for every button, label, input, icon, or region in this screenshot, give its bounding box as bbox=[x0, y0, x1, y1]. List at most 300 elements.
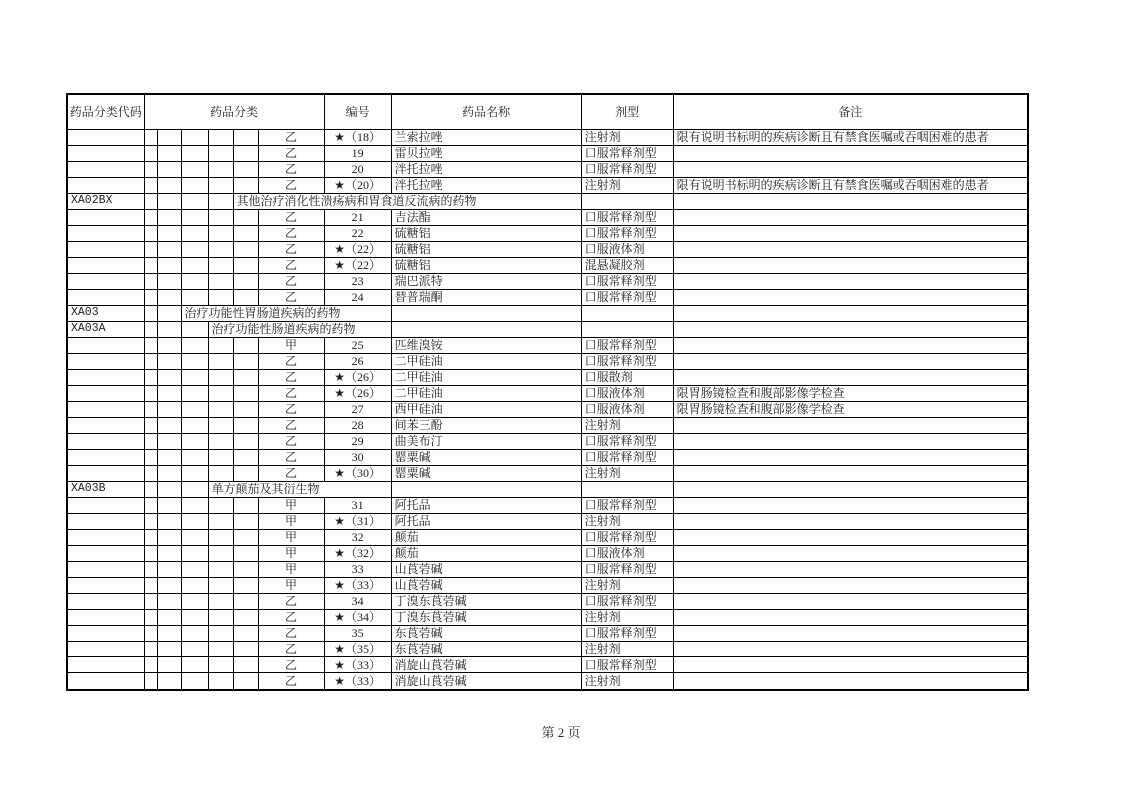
empty-cell bbox=[181, 465, 208, 481]
code-cell bbox=[67, 641, 144, 657]
drug-number-cell: 23 bbox=[324, 273, 391, 289]
empty-cell bbox=[157, 289, 181, 305]
empty-cell bbox=[208, 561, 233, 577]
dosage-cell: 口服液体剂 bbox=[581, 545, 673, 561]
empty-cell bbox=[233, 145, 258, 161]
drug-class-cell: 甲 bbox=[258, 561, 324, 577]
empty-cell bbox=[391, 481, 581, 497]
drug-name-cell: 丁溴东莨菪碱 bbox=[391, 609, 581, 625]
empty-cell bbox=[181, 497, 208, 513]
empty-cell bbox=[157, 145, 181, 161]
code-cell bbox=[67, 545, 144, 561]
empty-cell bbox=[208, 177, 233, 193]
dosage-cell: 注射剂 bbox=[581, 417, 673, 433]
drug-number-cell: 19 bbox=[324, 145, 391, 161]
dosage-cell: 混悬凝胶剂 bbox=[581, 257, 673, 273]
category-label-cell: 治疗功能性肠道疾病的药物 bbox=[208, 321, 391, 337]
empty-cell bbox=[157, 481, 181, 497]
code-cell bbox=[67, 209, 144, 225]
note-cell bbox=[673, 369, 1028, 385]
note-cell bbox=[673, 657, 1028, 673]
note-cell bbox=[673, 273, 1028, 289]
dosage-cell: 口服常释剂型 bbox=[581, 657, 673, 673]
empty-cell bbox=[208, 545, 233, 561]
drug-class-cell: 乙 bbox=[258, 161, 324, 177]
drug-number-cell: 28 bbox=[324, 417, 391, 433]
code-cell bbox=[67, 497, 144, 513]
drug-class-cell: 乙 bbox=[258, 401, 324, 417]
empty-cell bbox=[208, 385, 233, 401]
drug-row bbox=[67, 145, 1028, 161]
header-number: 编号 bbox=[324, 94, 391, 130]
empty-cell bbox=[144, 193, 157, 209]
drug-class-cell: 乙 bbox=[258, 289, 324, 305]
empty-cell bbox=[233, 593, 258, 609]
empty-cell bbox=[208, 497, 233, 513]
note-cell bbox=[673, 225, 1028, 241]
code-cell bbox=[67, 161, 144, 177]
drug-row bbox=[67, 209, 1028, 225]
drug-name-cell: 东莨菪碱 bbox=[391, 641, 581, 657]
header-note: 备注 bbox=[673, 94, 1028, 130]
drug-number-cell: 22 bbox=[324, 225, 391, 241]
dosage-cell: 口服常释剂型 bbox=[581, 625, 673, 641]
empty-cell bbox=[233, 177, 258, 193]
empty-cell bbox=[581, 305, 673, 321]
empty-cell bbox=[181, 545, 208, 561]
note-cell bbox=[673, 577, 1028, 593]
drug-name-cell: 硫糖铝 bbox=[391, 225, 581, 241]
dosage-cell: 口服散剂 bbox=[581, 369, 673, 385]
empty-cell bbox=[233, 257, 258, 273]
empty-cell bbox=[181, 593, 208, 609]
dosage-cell: 口服常释剂型 bbox=[581, 289, 673, 305]
drug-number-cell: 21 bbox=[324, 209, 391, 225]
drug-name-cell: 泮托拉唑 bbox=[391, 161, 581, 177]
drug-class-cell: 乙 bbox=[258, 273, 324, 289]
code-cell bbox=[67, 257, 144, 273]
empty-cell bbox=[581, 321, 673, 337]
category-code-cell: XA03B bbox=[67, 481, 144, 497]
drug-number-cell: ★（22） bbox=[324, 257, 391, 273]
empty-cell bbox=[208, 417, 233, 433]
empty-cell bbox=[157, 353, 181, 369]
empty-cell bbox=[144, 609, 157, 625]
drug-row bbox=[67, 401, 1028, 417]
drug-row bbox=[67, 241, 1028, 257]
drug-row bbox=[67, 177, 1028, 193]
category-label-cell: 治疗功能性胃肠道疾病的药物 bbox=[181, 305, 391, 321]
empty-cell bbox=[157, 193, 181, 209]
drug-class-cell: 乙 bbox=[258, 641, 324, 657]
empty-cell bbox=[144, 209, 157, 225]
empty-cell bbox=[157, 497, 181, 513]
empty-cell bbox=[157, 657, 181, 673]
drug-number-cell: ★（22） bbox=[324, 241, 391, 257]
drug-row bbox=[67, 257, 1028, 273]
drug-class-cell: 乙 bbox=[258, 130, 324, 146]
note-cell bbox=[673, 337, 1028, 353]
dosage-cell: 口服常释剂型 bbox=[581, 529, 673, 545]
drug-number-cell: 33 bbox=[324, 561, 391, 577]
dosage-cell: 口服常释剂型 bbox=[581, 209, 673, 225]
empty-cell bbox=[208, 529, 233, 545]
code-cell bbox=[67, 177, 144, 193]
empty-cell bbox=[144, 657, 157, 673]
dosage-cell: 口服液体剂 bbox=[581, 401, 673, 417]
drug-name-cell: 硫糖铝 bbox=[391, 241, 581, 257]
drug-row bbox=[67, 289, 1028, 305]
empty-cell bbox=[673, 193, 1028, 209]
empty-cell bbox=[233, 130, 258, 146]
empty-cell bbox=[233, 561, 258, 577]
empty-cell bbox=[233, 209, 258, 225]
note-cell: 限胃肠镜检查和腹部影像学检查 bbox=[673, 401, 1028, 417]
drug-row bbox=[67, 657, 1028, 673]
drug-number-cell: 26 bbox=[324, 353, 391, 369]
empty-cell bbox=[157, 241, 181, 257]
note-cell bbox=[673, 513, 1028, 529]
drug-class-cell: 乙 bbox=[258, 417, 324, 433]
empty-cell bbox=[144, 497, 157, 513]
code-cell bbox=[67, 289, 144, 305]
drug-name-cell: 罂粟碱 bbox=[391, 449, 581, 465]
empty-cell bbox=[181, 161, 208, 177]
drug-class-cell: 乙 bbox=[258, 433, 324, 449]
drug-name-cell: 匹维溴铵 bbox=[391, 337, 581, 353]
empty-cell bbox=[233, 289, 258, 305]
code-cell bbox=[67, 465, 144, 481]
empty-cell bbox=[144, 337, 157, 353]
empty-cell bbox=[144, 385, 157, 401]
empty-cell bbox=[181, 401, 208, 417]
empty-cell bbox=[673, 305, 1028, 321]
drug-number-cell: ★（30） bbox=[324, 465, 391, 481]
drug-class-cell: 乙 bbox=[258, 145, 324, 161]
drug-row bbox=[67, 577, 1028, 593]
note-cell bbox=[673, 241, 1028, 257]
category-code-cell: XA02BX bbox=[67, 193, 144, 209]
drug-row bbox=[67, 513, 1028, 529]
note-cell bbox=[673, 289, 1028, 305]
empty-cell bbox=[233, 353, 258, 369]
empty-cell bbox=[181, 641, 208, 657]
empty-cell bbox=[208, 513, 233, 529]
empty-cell bbox=[144, 641, 157, 657]
code-cell bbox=[67, 130, 144, 146]
empty-cell bbox=[208, 625, 233, 641]
empty-cell bbox=[233, 161, 258, 177]
drug-number-cell: ★（32） bbox=[324, 545, 391, 561]
drug-class-cell: 乙 bbox=[258, 385, 324, 401]
category-code-cell: XA03 bbox=[67, 305, 144, 321]
drug-number-cell: 35 bbox=[324, 625, 391, 641]
code-cell bbox=[67, 609, 144, 625]
drug-name-cell: 消旋山莨菪碱 bbox=[391, 657, 581, 673]
drug-class-cell: 乙 bbox=[258, 369, 324, 385]
drug-number-cell: 31 bbox=[324, 497, 391, 513]
empty-cell bbox=[181, 385, 208, 401]
empty-cell bbox=[181, 225, 208, 241]
code-cell bbox=[67, 273, 144, 289]
drug-number-cell: 30 bbox=[324, 449, 391, 465]
note-cell bbox=[673, 465, 1028, 481]
empty-cell bbox=[208, 289, 233, 305]
code-cell bbox=[67, 657, 144, 673]
dosage-cell: 注射剂 bbox=[581, 130, 673, 146]
drug-name-cell: 阿托品 bbox=[391, 513, 581, 529]
empty-cell bbox=[181, 561, 208, 577]
empty-cell bbox=[181, 657, 208, 673]
drug-row bbox=[67, 673, 1028, 690]
empty-cell bbox=[208, 337, 233, 353]
table-header bbox=[67, 94, 1028, 130]
empty-cell bbox=[208, 257, 233, 273]
drug-class-cell: 乙 bbox=[258, 609, 324, 625]
code-cell bbox=[67, 385, 144, 401]
empty-cell bbox=[144, 161, 157, 177]
empty-cell bbox=[208, 657, 233, 673]
empty-cell bbox=[157, 593, 181, 609]
dosage-cell: 口服液体剂 bbox=[581, 385, 673, 401]
empty-cell bbox=[233, 449, 258, 465]
drug-class-cell: 乙 bbox=[258, 257, 324, 273]
empty-cell bbox=[157, 641, 181, 657]
empty-cell bbox=[157, 545, 181, 561]
dosage-cell: 注射剂 bbox=[581, 465, 673, 481]
empty-cell bbox=[208, 449, 233, 465]
empty-cell bbox=[144, 625, 157, 641]
empty-cell bbox=[208, 641, 233, 657]
drug-name-cell: 颠茄 bbox=[391, 529, 581, 545]
category-row bbox=[67, 481, 1028, 497]
empty-cell bbox=[157, 625, 181, 641]
drug-name-cell: 硫糖铝 bbox=[391, 257, 581, 273]
drug-row bbox=[67, 161, 1028, 177]
empty-cell bbox=[144, 321, 157, 337]
empty-cell bbox=[233, 497, 258, 513]
category-row bbox=[67, 305, 1028, 321]
category-label-cell: 其他治疗消化性溃疡病和胃食道反流病的药物 bbox=[233, 193, 581, 209]
drug-row bbox=[67, 369, 1028, 385]
dosage-cell: 口服常释剂型 bbox=[581, 353, 673, 369]
empty-cell bbox=[144, 449, 157, 465]
drug-number-cell: ★（26） bbox=[324, 385, 391, 401]
code-cell bbox=[67, 401, 144, 417]
empty-cell bbox=[181, 321, 208, 337]
drug-row bbox=[67, 273, 1028, 289]
drug-row bbox=[67, 625, 1028, 641]
empty-cell bbox=[208, 465, 233, 481]
empty-cell bbox=[157, 225, 181, 241]
empty-cell bbox=[208, 401, 233, 417]
note-cell bbox=[673, 545, 1028, 561]
drug-name-cell: 兰索拉唑 bbox=[391, 130, 581, 146]
dosage-cell: 口服常释剂型 bbox=[581, 433, 673, 449]
empty-cell bbox=[181, 337, 208, 353]
empty-cell bbox=[181, 481, 208, 497]
dosage-cell: 注射剂 bbox=[581, 513, 673, 529]
empty-cell bbox=[233, 433, 258, 449]
drug-name-cell: 曲美布汀 bbox=[391, 433, 581, 449]
empty-cell bbox=[233, 673, 258, 690]
empty-cell bbox=[181, 289, 208, 305]
empty-cell bbox=[233, 609, 258, 625]
drug-class-cell: 甲 bbox=[258, 577, 324, 593]
drug-row bbox=[67, 609, 1028, 625]
empty-cell bbox=[181, 417, 208, 433]
drug-name-cell: 山莨菪碱 bbox=[391, 577, 581, 593]
dosage-cell: 口服常释剂型 bbox=[581, 561, 673, 577]
empty-cell bbox=[208, 145, 233, 161]
empty-cell bbox=[181, 257, 208, 273]
drug-number-cell: ★（33） bbox=[324, 673, 391, 690]
code-cell bbox=[67, 337, 144, 353]
code-cell bbox=[67, 241, 144, 257]
empty-cell bbox=[208, 353, 233, 369]
drug-name-cell: 颠茄 bbox=[391, 545, 581, 561]
drug-number-cell: 29 bbox=[324, 433, 391, 449]
drug-number-cell: ★（26） bbox=[324, 369, 391, 385]
drug-row bbox=[67, 465, 1028, 481]
empty-cell bbox=[157, 401, 181, 417]
drug-class-cell: 乙 bbox=[258, 625, 324, 641]
note-cell: 限胃肠镜检查和腹部影像学检查 bbox=[673, 385, 1028, 401]
empty-cell bbox=[157, 130, 181, 146]
drug-number-cell: ★（35） bbox=[324, 641, 391, 657]
drug-name-cell: 二甲硅油 bbox=[391, 385, 581, 401]
empty-cell bbox=[208, 161, 233, 177]
drug-row bbox=[67, 337, 1028, 353]
empty-cell bbox=[233, 401, 258, 417]
empty-cell bbox=[144, 257, 157, 273]
empty-cell bbox=[208, 241, 233, 257]
empty-cell bbox=[144, 577, 157, 593]
empty-cell bbox=[208, 225, 233, 241]
code-cell bbox=[67, 561, 144, 577]
drug-name-cell: 消旋山莨菪碱 bbox=[391, 673, 581, 690]
drug-row bbox=[67, 353, 1028, 369]
empty-cell bbox=[144, 529, 157, 545]
empty-cell bbox=[144, 225, 157, 241]
empty-cell bbox=[208, 273, 233, 289]
empty-cell bbox=[157, 385, 181, 401]
drug-row bbox=[67, 545, 1028, 561]
page-number: 第 2 页 bbox=[541, 725, 581, 740]
code-cell bbox=[67, 225, 144, 241]
empty-cell bbox=[233, 529, 258, 545]
code-cell bbox=[67, 625, 144, 641]
empty-cell bbox=[144, 177, 157, 193]
empty-cell bbox=[144, 401, 157, 417]
empty-cell bbox=[157, 209, 181, 225]
drug-class-cell: 甲 bbox=[258, 529, 324, 545]
drug-class-cell: 乙 bbox=[258, 353, 324, 369]
note-cell bbox=[673, 497, 1028, 513]
empty-cell bbox=[233, 513, 258, 529]
drug-row bbox=[67, 593, 1028, 609]
empty-cell bbox=[157, 529, 181, 545]
drug-class-cell: 乙 bbox=[258, 177, 324, 193]
empty-cell bbox=[144, 561, 157, 577]
empty-cell bbox=[233, 241, 258, 257]
empty-cell bbox=[144, 481, 157, 497]
drug-class-cell: 乙 bbox=[258, 593, 324, 609]
drug-row bbox=[67, 529, 1028, 545]
empty-cell bbox=[157, 513, 181, 529]
drug-number-cell: 25 bbox=[324, 337, 391, 353]
category-label-cell: 单方颠茄及其衍生物 bbox=[208, 481, 391, 497]
drug-class-cell: 甲 bbox=[258, 337, 324, 353]
drug-row bbox=[67, 449, 1028, 465]
empty-cell bbox=[144, 241, 157, 257]
code-cell bbox=[67, 369, 144, 385]
drug-row bbox=[67, 561, 1028, 577]
drug-number-cell: 24 bbox=[324, 289, 391, 305]
dosage-cell: 口服常释剂型 bbox=[581, 497, 673, 513]
empty-cell bbox=[673, 321, 1028, 337]
drug-row bbox=[67, 225, 1028, 241]
dosage-cell: 口服常释剂型 bbox=[581, 337, 673, 353]
empty-cell bbox=[233, 273, 258, 289]
dosage-cell: 口服常释剂型 bbox=[581, 449, 673, 465]
drug-number-cell: ★（31） bbox=[324, 513, 391, 529]
drug-class-cell: 乙 bbox=[258, 241, 324, 257]
empty-cell bbox=[181, 209, 208, 225]
empty-cell bbox=[181, 130, 208, 146]
empty-cell bbox=[208, 369, 233, 385]
drug-name-cell: 替普瑞酮 bbox=[391, 289, 581, 305]
empty-cell bbox=[157, 561, 181, 577]
empty-cell bbox=[157, 273, 181, 289]
empty-cell bbox=[208, 673, 233, 690]
empty-cell bbox=[157, 417, 181, 433]
drug-number-cell: 27 bbox=[324, 401, 391, 417]
drug-name-cell: 东莨菪碱 bbox=[391, 625, 581, 641]
empty-cell bbox=[181, 193, 208, 209]
empty-cell bbox=[144, 305, 157, 321]
drug-name-cell: 阿托品 bbox=[391, 497, 581, 513]
empty-cell bbox=[157, 257, 181, 273]
drug-class-cell: 乙 bbox=[258, 657, 324, 673]
empty-cell bbox=[144, 289, 157, 305]
empty-cell bbox=[157, 177, 181, 193]
empty-cell bbox=[233, 417, 258, 433]
drug-number-cell: ★（34） bbox=[324, 609, 391, 625]
empty-cell bbox=[181, 529, 208, 545]
dosage-cell: 口服常释剂型 bbox=[581, 225, 673, 241]
code-cell bbox=[67, 577, 144, 593]
empty-cell bbox=[144, 273, 157, 289]
empty-cell bbox=[181, 513, 208, 529]
empty-cell bbox=[233, 465, 258, 481]
empty-cell bbox=[181, 449, 208, 465]
empty-cell bbox=[233, 625, 258, 641]
drug-class-cell: 甲 bbox=[258, 497, 324, 513]
dosage-cell: 注射剂 bbox=[581, 609, 673, 625]
empty-cell bbox=[181, 673, 208, 690]
note-cell: 限有说明书标明的疾病诊断且有禁食医嘱或吞咽困难的患者 bbox=[673, 177, 1028, 193]
empty-cell bbox=[673, 481, 1028, 497]
header-row bbox=[67, 94, 1028, 130]
note-cell bbox=[673, 529, 1028, 545]
drug-number-cell: 32 bbox=[324, 529, 391, 545]
drug-name-cell: 雷贝拉唑 bbox=[391, 145, 581, 161]
empty-cell bbox=[208, 593, 233, 609]
drug-name-cell: 罂粟碱 bbox=[391, 465, 581, 481]
dosage-cell: 口服常释剂型 bbox=[581, 161, 673, 177]
empty-cell bbox=[144, 433, 157, 449]
